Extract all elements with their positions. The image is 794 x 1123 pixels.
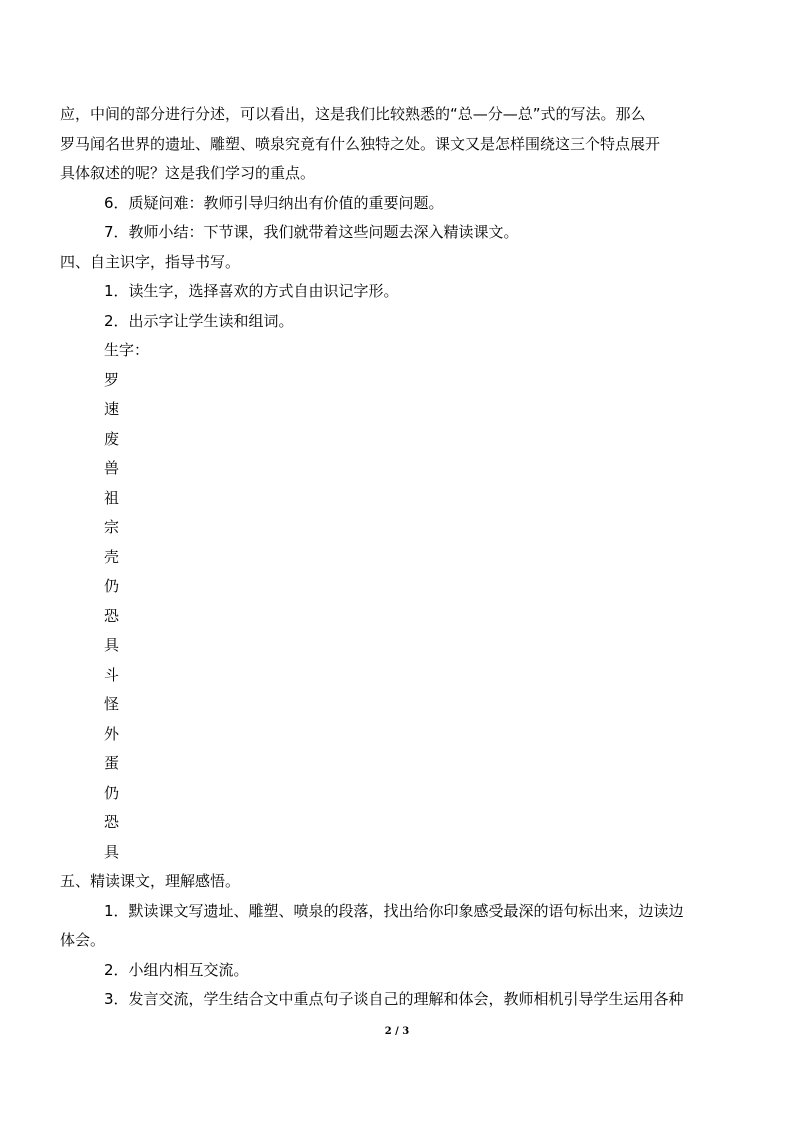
vocab-char: 速 xyxy=(104,400,120,418)
vocab-char: 蛋 xyxy=(104,754,120,772)
vocab-char: 具 xyxy=(104,843,120,861)
vocab-char: 壳 xyxy=(104,548,120,566)
vocab-char: 恐 xyxy=(104,813,120,831)
vocab-label: 生字： xyxy=(104,341,150,359)
vocab-char: 废 xyxy=(104,430,120,448)
vocab-char: 外 xyxy=(104,725,120,743)
vocab-char: 仍 xyxy=(104,784,120,802)
vocab-char: 怪 xyxy=(104,695,120,713)
list-item: 7．教师小结：下节课，我们就带着这些问题去深入精读课文。 xyxy=(104,223,519,241)
list-item: 6．质疑问难：教师引导归纳出有价值的重要问题。 xyxy=(104,194,444,212)
vocab-char: 罗 xyxy=(104,371,120,389)
vocab-char: 祖 xyxy=(104,489,120,507)
paragraph-line: 罗马闻名世界的遗址、雕塑、喷泉究竟有什么独特之处。课文又是怎样围绕这三个特点展开 xyxy=(60,135,661,153)
vocab-char: 兽 xyxy=(104,459,120,477)
section-heading: 四、自主识字，指导书写。 xyxy=(60,253,241,271)
paragraph-line: 体会。 xyxy=(60,931,106,949)
page-number: 2 / 3 xyxy=(384,1026,410,1037)
vocab-char: 斗 xyxy=(104,666,120,684)
list-item: 3．发言交流，学生结合文中重点句子谈自己的理解和体会，教师相机引导学生运用各种 xyxy=(104,990,684,1008)
paragraph-line: 具体叙述的呢？这是我们学习的重点。 xyxy=(60,164,316,182)
paragraph-line: 应，中间的部分进行分述，可以看出，这是我们比较熟悉的“总—分—总”式的写法。那么 xyxy=(60,105,646,123)
vocab-char: 具 xyxy=(104,636,120,654)
list-item: 1．默读课文写遗址、雕塑、喷泉的段落，找出给你印象感受最深的语句标出来，边读边 xyxy=(104,902,684,920)
section-heading: 五、精读课文，理解感悟。 xyxy=(60,872,241,890)
list-item: 1．读生字，选择喜欢的方式自由识记字形。 xyxy=(104,282,399,300)
list-item: 2．出示字让学生读和组词。 xyxy=(104,312,294,330)
list-item: 2．小组内相互交流。 xyxy=(104,961,249,979)
vocab-char: 恐 xyxy=(104,607,120,625)
vocab-char: 仍 xyxy=(104,577,120,595)
vocab-char: 宗 xyxy=(104,518,120,536)
